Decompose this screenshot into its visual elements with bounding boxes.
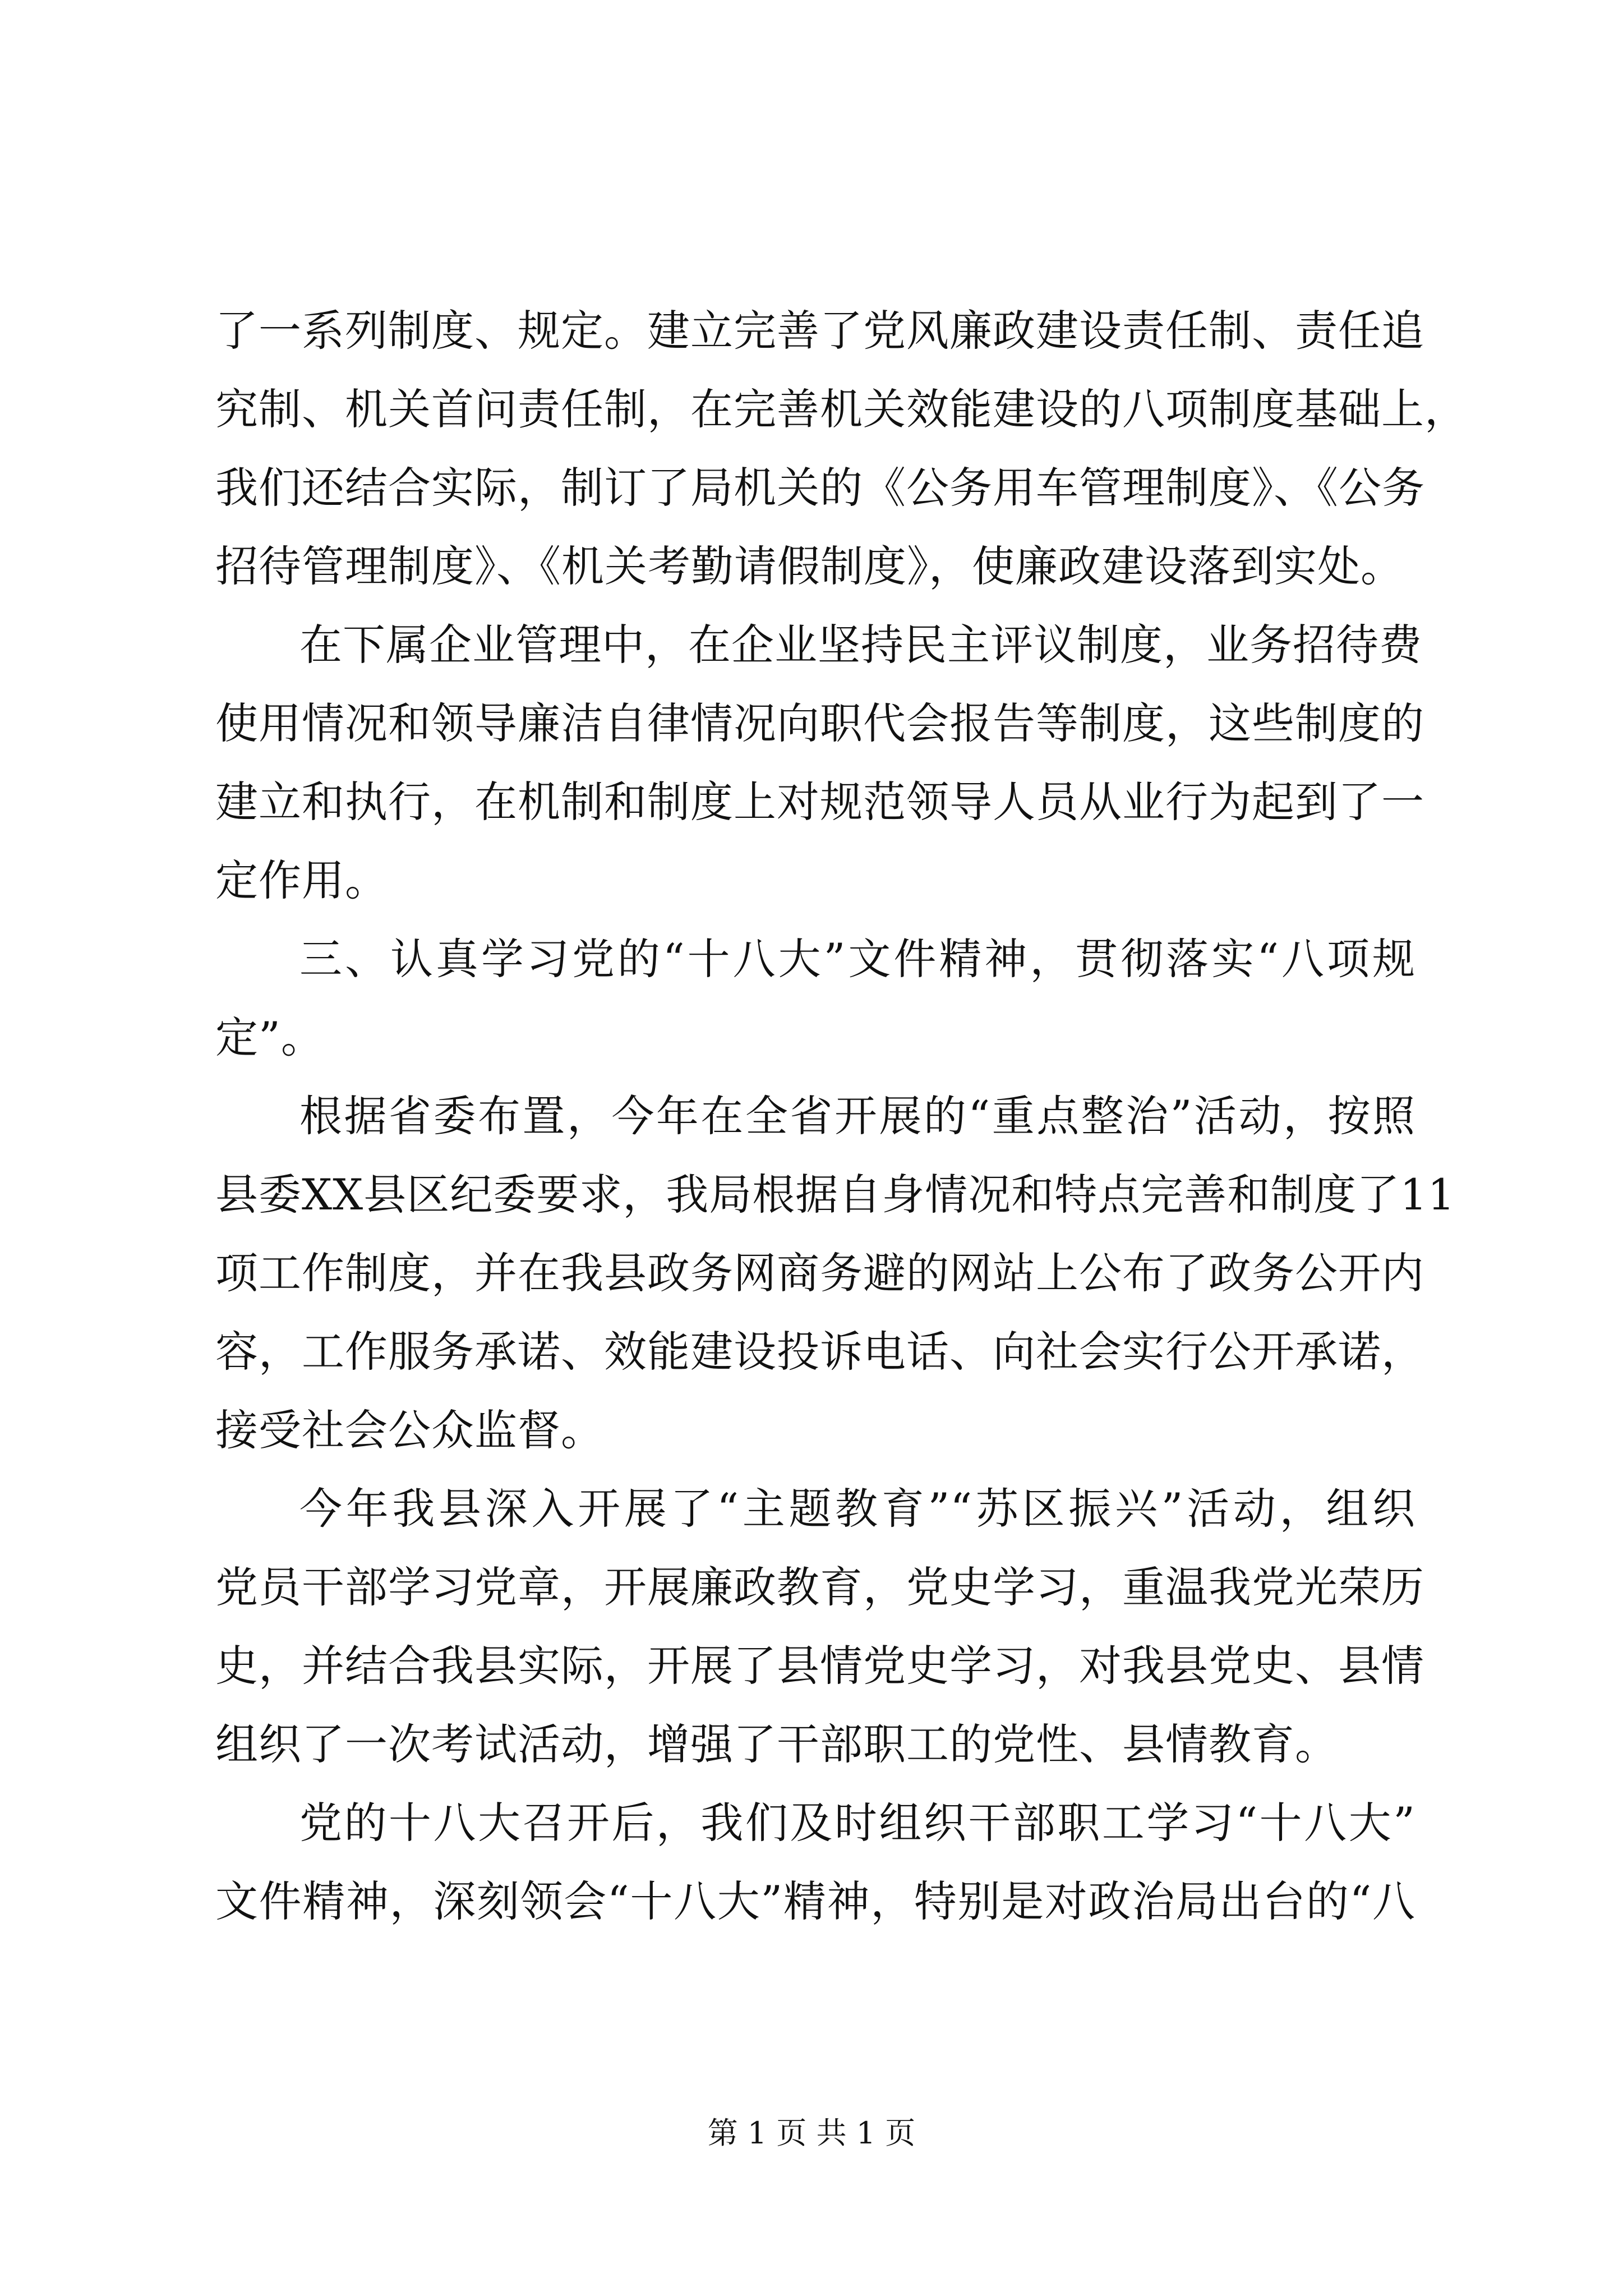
paragraph-4 <box>215 1077 1455 1470</box>
text-line: 我们还结合实际，制订了局机关的《公务用车管理制度》、《公务 <box>215 463 1425 513</box>
text-line: 今年我县深入开展了“主题教育”“苏区振兴”活动，组织 <box>299 1484 1415 1534</box>
paragraph-1 <box>215 292 1468 606</box>
text-line: 党的十八大召开后，我们及时组织干部职工学习“十八大” <box>299 1798 1415 1848</box>
text-line: 组织了一次考试活动，增强了干部职工的党性、县情教育。 <box>215 1719 1338 1769</box>
text-line: 招待管理制度》、《机关考勤请假制度》，使廉政建设落到实处。 <box>215 541 1404 591</box>
paragraph-6 <box>215 1784 1415 1941</box>
text-line: 党员干部学习党章，开展廉政教育，党史学习，重温我党光荣历 <box>215 1562 1424 1612</box>
text-line: 史，并结合我县实际，开展了县情党史学习，对我县党史、县情 <box>215 1641 1424 1691</box>
paragraph-2 <box>215 606 1424 920</box>
document-body <box>215 292 1468 1941</box>
text-line: 了一系列制度、规定。建立完善了党风廉政建设责任制、责任追 <box>215 306 1424 356</box>
text-line: 根据省委布置，今年在全省开展的“重点整治”活动，按照 <box>299 1091 1415 1141</box>
text-line: 定作用。 <box>215 855 388 905</box>
text-line: 文件精神，深刻领会“十八大”精神，特别是对政治局出台的“八 <box>215 1876 1415 1926</box>
text-line: 县委XX县区纪委要求，我局根据自身情况和特点完善和制度了11 <box>215 1170 1455 1220</box>
text-line: 三、认真学习党的“十八大”文件精神，贯彻落实“八项规 <box>299 934 1415 984</box>
text-line: 使用情况和领导廉洁自律情况向职代会报告等制度，这些制度的 <box>215 698 1424 748</box>
text-line: 容，工作服务承诺、效能建设投诉电话、向社会实行公开承诺， <box>215 1327 1424 1377</box>
paragraph-5 <box>215 1470 1424 1784</box>
text-line: 定”。 <box>215 1013 324 1062</box>
page-footer: 第 1 页 共 1 页 <box>707 2115 916 2151</box>
text-line: 建立和执行，在机制和制度上对规范领导人员从业行为起到了一 <box>215 777 1424 827</box>
text-line: 究制、机关首问责任制，在完善机关效能建设的八项制度基础上， <box>215 384 1468 434</box>
text-line: 项工作制度，并在我县政务网商务避的网站上公布了政务公开内 <box>215 1248 1424 1298</box>
text-line: 接受社会公众监督。 <box>215 1405 604 1455</box>
section-heading-3 <box>215 920 1415 1077</box>
text-line: 在下属企业管理中，在企业坚持民主评议制度，业务招待费 <box>299 620 1422 670</box>
